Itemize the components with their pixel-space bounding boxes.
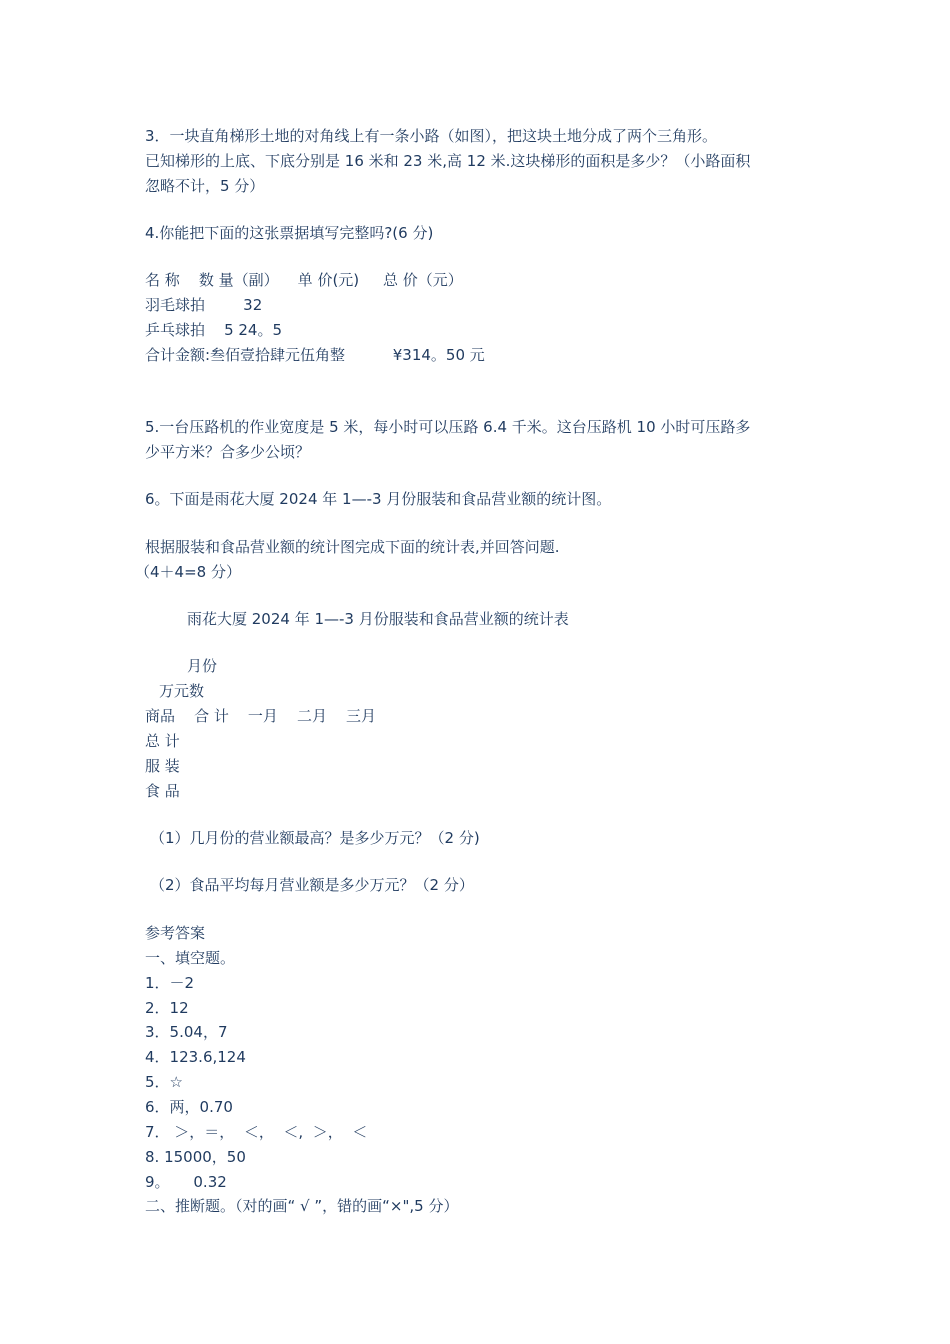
q5-line-1: 5.一台压路机的作业宽度是 5 米，每小时可以压路 6.4 千米。这台压路机 10 小时可压路多 [145, 418, 751, 436]
q6-subquestion-1: （1）几月份的营业额最高？是多少万元？（2 分) [150, 829, 480, 847]
q6-row-food: 食 品 [145, 782, 180, 800]
q5-line-2: 少平方米？合多少公顷？ [145, 443, 311, 461]
q4-total: 合计金额:叁佰壹拾肆元伍角整 ¥314。50 元 [145, 346, 485, 364]
answers-section-1: 一、填空题。 [145, 949, 236, 967]
answers-section-2: 二、推断题。（对的画“ √ ”，错的画“×",5 分） [145, 1197, 459, 1215]
answer-3: 3．5.04，7 [145, 1023, 228, 1041]
q6-table-header: 商品 合 计 一月 二月 三月 [145, 707, 377, 725]
answer-9: 9。 0.32 [145, 1173, 227, 1191]
q6-table-unit-label: 万元数 [159, 682, 205, 700]
q6-subquestion-2: （2）食品平均每月营业额是多少万元？（2 分） [150, 876, 474, 894]
q4-row-pingpong: 乒乓球拍 5 24。5 [145, 321, 283, 339]
answer-1: 1．－2 [145, 974, 195, 992]
answer-5: 5．☆ [145, 1073, 183, 1091]
q6-table-month-label: 月份 [187, 657, 218, 675]
q6-row-clothing: 服 装 [145, 757, 180, 775]
q4-title: 4.你能把下面的这张票据填写完整吗?(6 分) [145, 224, 434, 242]
answer-7: 7． ＞，＝， ＜， ＜, ＞， ＜ [145, 1123, 368, 1141]
q3-line-3: 忽略不计，5 分） [145, 177, 265, 195]
answers-heading: 参考答案 [145, 924, 206, 942]
q6-row-total: 总 计 [145, 732, 180, 750]
q3-line-2: 已知梯形的上底、下底分别是 16 米和 23 米,高 12 米.这块梯形的面积是多少？（小路面积 [145, 152, 751, 170]
q4-table-header: 名 称 数 量（副） 单 价(元) 总 价（元） [145, 271, 463, 289]
q6-table-title: 雨花大厦 2024 年 1—-3 月份服装和食品营业额的统计表 [187, 610, 569, 628]
answer-4: 4．123.6,124 [145, 1048, 246, 1066]
q6-title: 6。下面是雨花大厦 2024 年 1—-3 月份服装和食品营业额的统计图。 [145, 490, 612, 508]
q3-line-1: 3．一块直角梯形土地的对角线上有一条小路（如图），把这块土地分成了两个三角形。 [145, 127, 718, 145]
q6-instruction: 根据服装和食品营业额的统计图完成下面的统计表,并回答问题. [145, 538, 560, 556]
answer-6: 6．两，0.70 [145, 1098, 233, 1116]
q4-row-badminton: 羽毛球拍 32 [145, 296, 263, 314]
q6-points: （4＋4=8 分） [135, 563, 241, 581]
answer-8: 8. 15000，50 [145, 1148, 246, 1166]
answer-2: 2．12 [145, 999, 189, 1017]
